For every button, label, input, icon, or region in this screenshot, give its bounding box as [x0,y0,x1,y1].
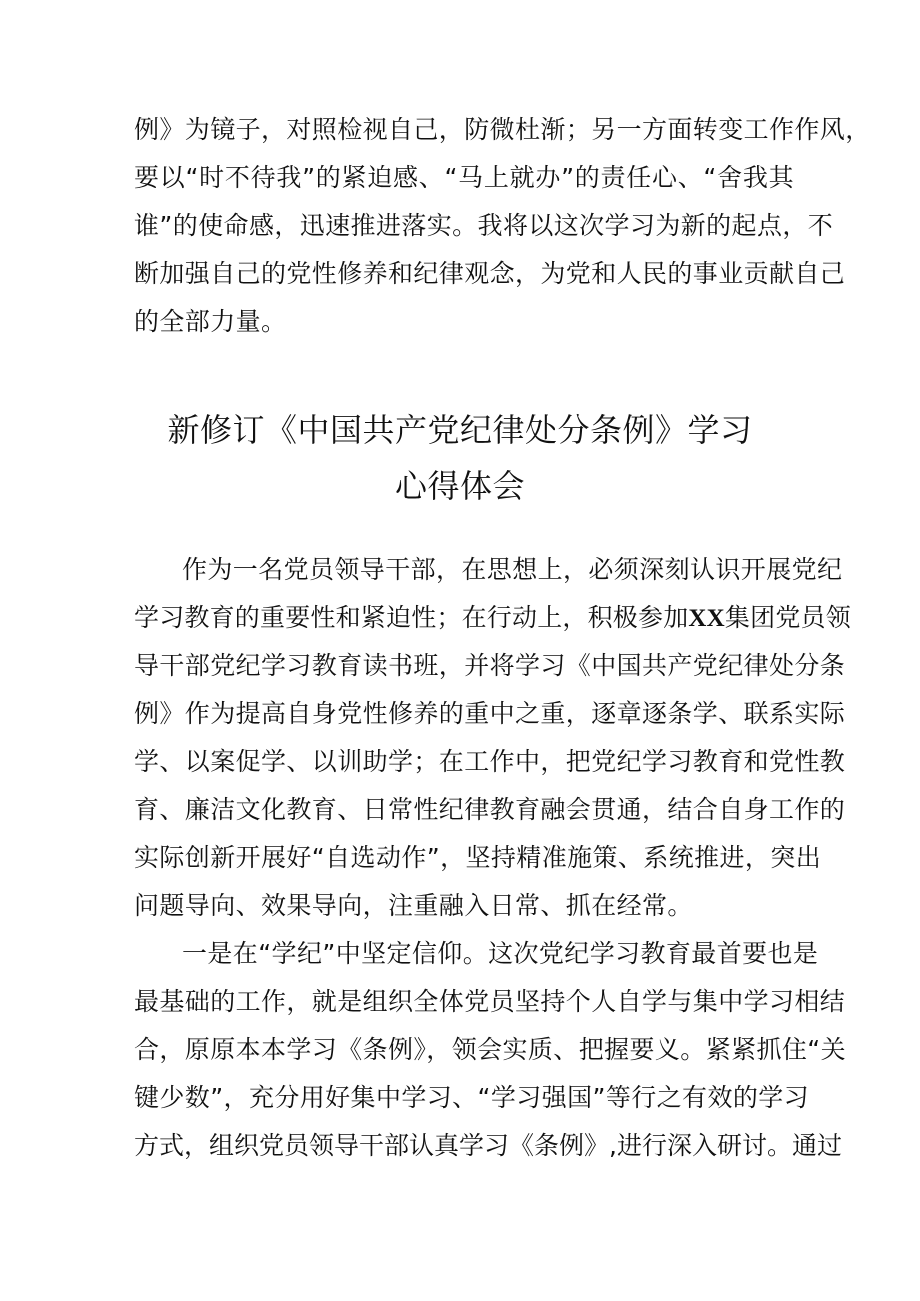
text-line: 导干部党纪学习教育读书班，并将学习《中国共产党纪律处分条 [134,651,846,680]
body-paragraph-1 [134,546,851,930]
text-line: 问题导向、效果导向，注重融入日常、抓在经常。 [134,891,693,920]
text-line: 谁”的使命感，迅速推进落实。我将以这次学习为新的起点，不 [134,211,834,240]
bold-text: XX [688,605,725,632]
text-line: 例》作为提高自身党性修养的重中之重，逐章逐条学、联系实际 [134,699,846,728]
text-line [134,594,851,642]
text-line: 学、以案促学、以训助学；在工作中，把党纪学习教育和党性教 [134,747,846,776]
article-title [100,402,820,514]
text-line: 育、廉洁文化教育、日常性纪律教育融会贯通，结合自身工作的 [134,795,846,824]
text-line: 合，原原本本学习《条例》，领会实质、把握要义。紧紧抓住“关 [134,1035,847,1064]
text-line: 方式，组织党员领导干部认真学习《条例》,进行深入研讨。通过 [134,1131,842,1160]
text-line: 键少数”，充分用好集中学习、“学习强国”等行之有效的学习 [134,1083,810,1112]
text-line: 例》为镜子，对照检视自己，防微杜渐；另一方面转变工作作风， [134,115,871,144]
text-line: 最基础的工作，就是组织全体党员坚持个人自学与集中学习相结 [134,987,846,1016]
title-line: 心得体会 [394,467,525,505]
text-segment: 学习教育的重要性和紧迫性；在行动上，积极参加 [134,603,689,632]
text-line: 一是在“学纪”中坚定信仰。这次党纪学习教育最首要也是 [182,939,819,968]
text-segment: 集团党员领 [724,603,851,632]
text-line: 断加强自己的党性修养和纪律观念，为党和人民的事业贡献自己 [134,259,846,288]
text-line: 的全部力量。 [134,307,287,336]
body-paragraph-2 [134,930,847,1170]
previous-paragraph [134,106,871,346]
title-line: 新修订《中国共产党纪律处分条例》学习 [167,411,753,449]
text-line: 作为一名党员领导干部，在思想上，必须深刻认识开展党纪 [182,555,843,584]
text-line: 要以“时不待我”的紧迫感、“马上就办”的责任心、“舍我其 [134,163,794,192]
text-line: 实际创新开展好“自选动作”，坚持精准施策、系统推进，突出 [134,843,822,872]
